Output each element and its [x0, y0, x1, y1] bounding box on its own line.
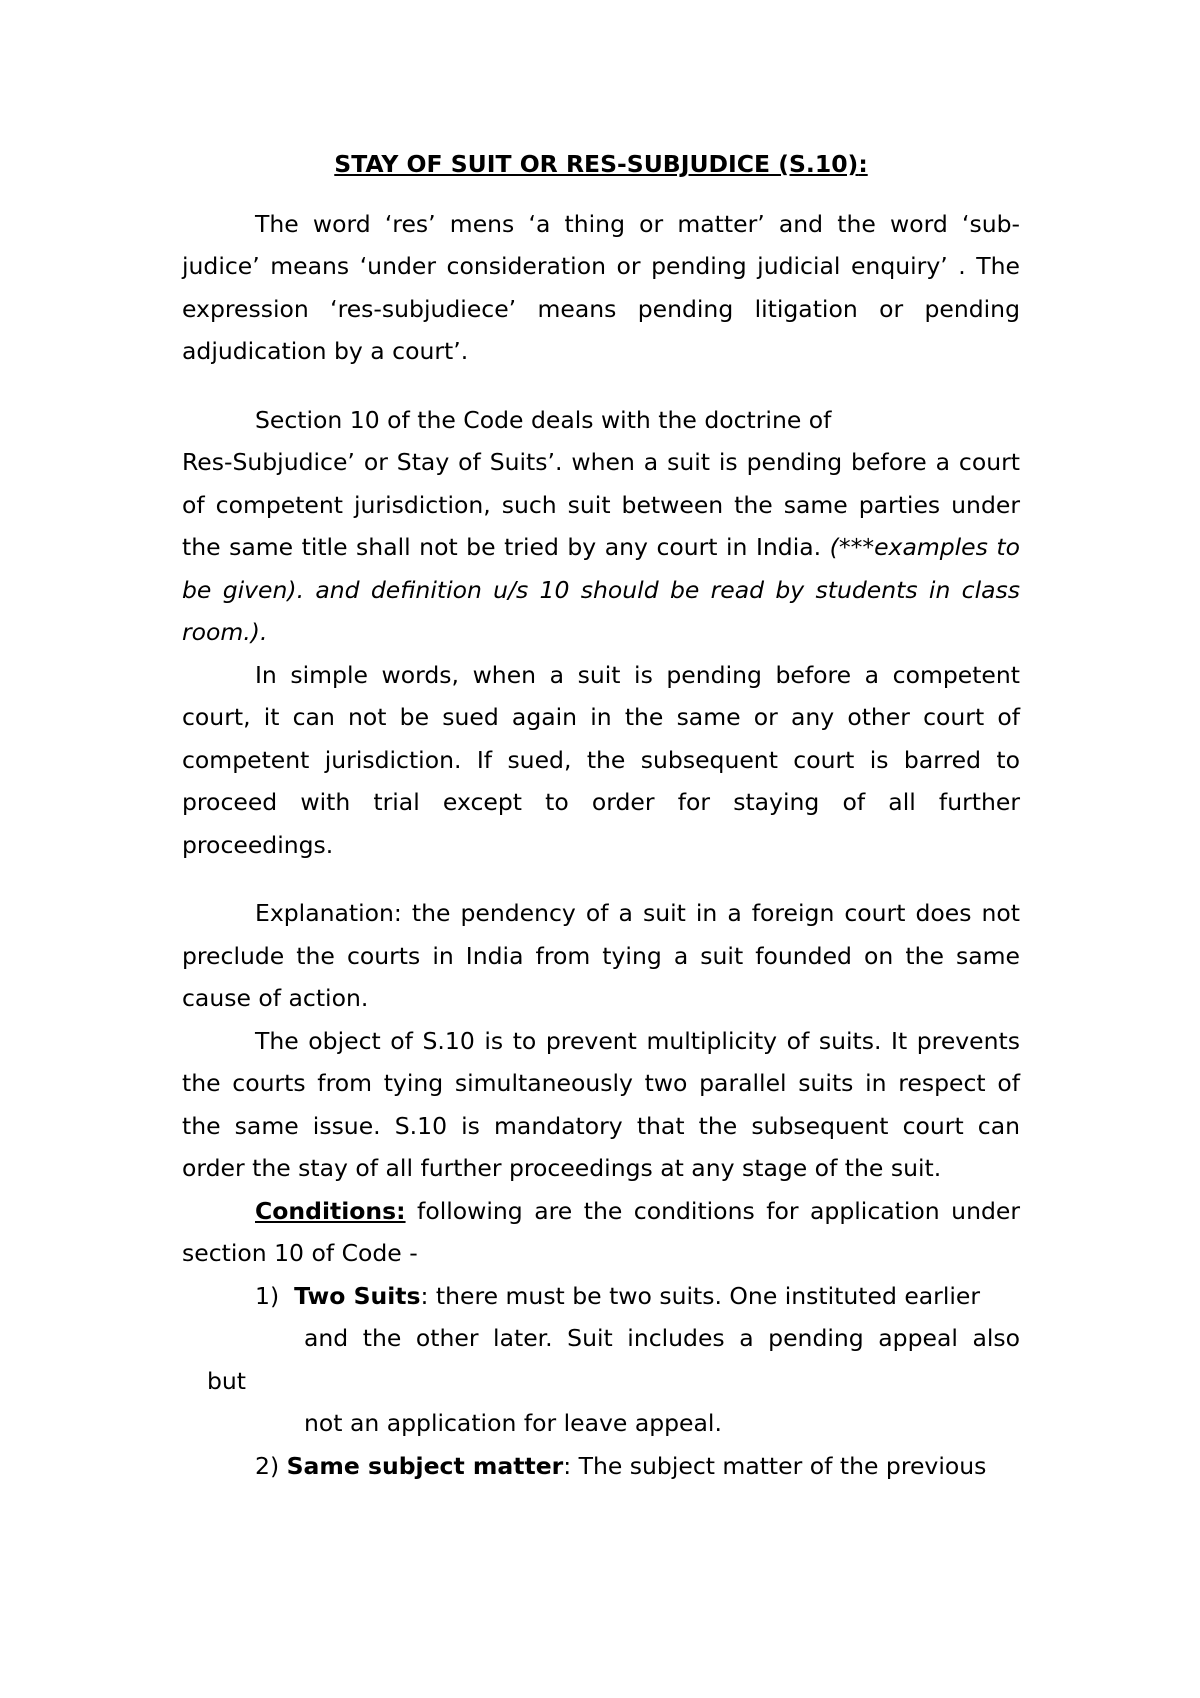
paragraph-section10-intro — [182, 399, 1020, 442]
conditions-label: Conditions: — [255, 1196, 406, 1225]
item1-but: but — [207, 1366, 247, 1395]
item1-text-line1: : there must be two suits. One instituted earlier — [420, 1281, 981, 1310]
section10-body-text: Res-Subjudice’ or Stay of Suits’. when a suit is pending before a court of competent jurisdiction, such suit between the same parties under the same title shall not be tried by any court in India. — [182, 448, 1020, 561]
condition-item-2 — [255, 1445, 1020, 1488]
paragraph-conditions — [182, 1190, 1020, 1275]
paragraph-simple-words: In simple words, when a suit is pending before a competent court, it can not be sued again in the same or any other court of competent jurisdiction. If sued, the subsequent court is barred to proceed with trial except to order for staying of all further proceedings. — [182, 660, 1020, 859]
examples-note: (***examples to be given). and definition u/s 10 should be read by students in class room.). — [182, 533, 1020, 646]
item2-number: 2) — [255, 1451, 280, 1480]
paragraph-gap — [182, 866, 1020, 892]
document-body — [182, 143, 1020, 1487]
title-colon: : — [858, 150, 868, 178]
paragraph-object: The object of S.10 is to prevent multiplicity of suits. It prevents the courts from tying simultaneously two parallel suits in respect of the same issue. S.10 is mandatory that the subsequent court can order the stay of all further proceedings at any stage of the suit. — [182, 1026, 1020, 1182]
condition-item-1 — [255, 1275, 1020, 1318]
paragraph-gap — [182, 373, 1020, 399]
paragraph-res-meaning: The word ‘res’ mens ‘a thing or matter’ and the word ‘sub-judice’ means ‘under consideration or pending judicial enquiry’ . The expression ‘res-subjudiece’ means pending litigation or pending adjudication by a court’. — [182, 209, 1020, 365]
document-title — [182, 143, 1020, 186]
item2-text: : The subject matter of the previous — [563, 1451, 987, 1480]
item1-heading: Two Suits — [294, 1281, 421, 1310]
title-text: STAY OF SUIT OR RES-SUBJUDICE (S.10) — [334, 150, 859, 178]
item1-number: 1) — [255, 1281, 280, 1310]
conditions-text: following are the conditions for application under section 10 of Code - — [182, 1196, 1020, 1267]
section10-intro-line: Section 10 of the Code deals with the doctrine of — [255, 405, 832, 434]
paragraph-explanation: Explanation: the pendency of a suit in a foreign court does not preclude the courts in India from tying a suit founded on the same cause of action. — [182, 899, 1020, 1012]
item2-heading: Same subject matter — [286, 1451, 564, 1480]
item1-final-line: not an application for leave appeal. — [304, 1409, 722, 1437]
paragraph-section10-body — [182, 441, 1020, 654]
item1-continuation: and the other later. Suit includes a pending appeal also — [304, 1324, 1020, 1352]
